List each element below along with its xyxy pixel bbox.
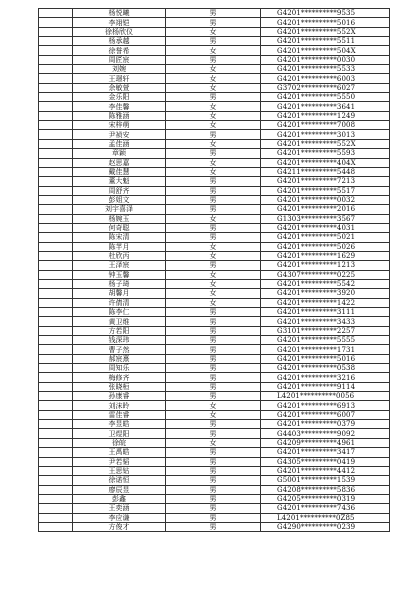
blank-cell xyxy=(39,158,73,167)
name-cell: 戴佳慧 xyxy=(73,167,166,176)
name-cell: 李昱皓 xyxy=(73,420,166,429)
name-cell: 张晓桓 xyxy=(73,382,166,391)
id-number-cell: G4201**********4031 xyxy=(261,223,390,232)
id-number-cell: G4201**********5550 xyxy=(261,93,390,102)
id-number-cell: G4305**********0419 xyxy=(261,457,390,466)
table-row xyxy=(39,382,390,391)
gender-cell: 男 xyxy=(166,18,261,27)
gender-cell: 女 xyxy=(166,65,261,74)
gender-cell: 女 xyxy=(166,242,261,251)
id-number-cell: G4201**********5026 xyxy=(261,242,390,251)
gender-cell: 男 xyxy=(166,457,261,466)
name-cell: 王璟轩 xyxy=(73,74,166,83)
gender-cell: 男 xyxy=(166,522,261,531)
blank-cell xyxy=(39,195,73,204)
gender-cell: 女 xyxy=(166,27,261,36)
id-number-cell: G4403**********9092 xyxy=(261,429,390,438)
id-number-cell: G4201**********1213 xyxy=(261,261,390,270)
id-number-cell: G4201**********0032 xyxy=(261,195,390,204)
name-cell: 王奕涵 xyxy=(73,504,166,513)
table-row xyxy=(39,298,390,307)
table-row xyxy=(39,513,390,522)
gender-cell: 男 xyxy=(166,55,261,64)
name-cell: 黄卫维 xyxy=(73,317,166,326)
name-cell: 卫煜阳 xyxy=(73,429,166,438)
blank-cell xyxy=(39,392,73,401)
id-number-cell: G4201**********3111 xyxy=(261,308,390,317)
gender-cell: 男 xyxy=(166,420,261,429)
name-cell: 郝宸熹 xyxy=(73,354,166,363)
table-row xyxy=(39,223,390,232)
name-cell: 杨承越 xyxy=(73,37,166,46)
id-number-cell: G4201**********0379 xyxy=(261,420,390,429)
blank-cell xyxy=(39,102,73,111)
id-number-cell: L4201**********0056 xyxy=(261,392,390,401)
table-row xyxy=(39,420,390,429)
table-row xyxy=(39,392,390,401)
gender-cell: 男 xyxy=(166,485,261,494)
table-row xyxy=(39,102,390,111)
name-cell: 雷佳睿 xyxy=(73,410,166,419)
name-cell: 杨子琦 xyxy=(73,279,166,288)
name-cell: 孟佳涵 xyxy=(73,139,166,148)
blank-cell xyxy=(39,401,73,410)
id-number-cell: G4201**********7436 xyxy=(261,504,390,513)
id-number-cell: G4201**********1249 xyxy=(261,111,390,120)
blank-cell xyxy=(39,27,73,36)
id-number-cell: L4201**********0Z85 xyxy=(261,513,390,522)
name-cell: 方俊才 xyxy=(73,522,166,531)
name-cell: 金乐阳 xyxy=(73,93,166,102)
id-number-cell: G5001**********1539 xyxy=(261,476,390,485)
id-number-cell: G4290**********0239 xyxy=(261,522,390,531)
id-number-cell: G4201**********3920 xyxy=(261,289,390,298)
blank-cell xyxy=(39,223,73,232)
name-cell: 许倩清 xyxy=(73,298,166,307)
id-number-cell: G4201**********0538 xyxy=(261,364,390,373)
blank-cell xyxy=(39,177,73,186)
blank-cell xyxy=(39,308,73,317)
table-row xyxy=(39,326,390,335)
blank-cell xyxy=(39,513,73,522)
gender-cell: 男 xyxy=(166,233,261,242)
name-cell: 徐杨欣仪 xyxy=(73,27,166,36)
blank-cell xyxy=(39,326,73,335)
name-cell: 刘沫昤 xyxy=(73,401,166,410)
table-row xyxy=(39,448,390,457)
blank-cell xyxy=(39,18,73,27)
id-number-cell: G4201**********3013 xyxy=(261,130,390,139)
blank-cell xyxy=(39,466,73,475)
blank-cell xyxy=(39,65,73,74)
id-number-cell: G4201**********5517 xyxy=(261,186,390,195)
blank-cell xyxy=(39,37,73,46)
id-number-cell: G4201**********7008 xyxy=(261,121,390,130)
id-number-cell: G4201**********5555 xyxy=(261,336,390,345)
table-row xyxy=(39,27,390,36)
gender-cell: 女 xyxy=(166,102,261,111)
name-cell: 周匠宸 xyxy=(73,55,166,64)
table-row xyxy=(39,233,390,242)
table-row xyxy=(39,336,390,345)
name-cell: 曹子然 xyxy=(73,345,166,354)
name-cell: 陈宋清 xyxy=(73,233,166,242)
name-cell: 徐诺恒 xyxy=(73,476,166,485)
blank-cell xyxy=(39,261,73,270)
blank-cell xyxy=(39,457,73,466)
id-number-cell: G4201**********9535 xyxy=(261,9,390,18)
gender-cell: 男 xyxy=(166,93,261,102)
table-row xyxy=(39,167,390,176)
table-row xyxy=(39,214,390,223)
name-cell: 余敏萱 xyxy=(73,83,166,92)
gender-cell: 男 xyxy=(166,186,261,195)
table-row xyxy=(39,83,390,92)
table-row xyxy=(39,37,390,46)
blank-cell xyxy=(39,242,73,251)
table-row xyxy=(39,139,390,148)
gender-cell: 男 xyxy=(166,308,261,317)
blank-cell xyxy=(39,279,73,288)
table-row xyxy=(39,130,390,139)
gender-cell: 男 xyxy=(166,130,261,139)
table-row xyxy=(39,429,390,438)
table-row xyxy=(39,476,390,485)
gender-cell: 女 xyxy=(166,139,261,148)
name-cell: 钱深玮 xyxy=(73,336,166,345)
table-row xyxy=(39,55,390,64)
id-number-cell: G4201**********504X xyxy=(261,46,390,55)
table-row xyxy=(39,149,390,158)
table-row xyxy=(39,410,390,419)
name-cell: 王泽宸 xyxy=(73,261,166,270)
table-row xyxy=(39,494,390,503)
name-cell: 李佳馨 xyxy=(73,102,166,111)
id-number-cell: G4201**********3216 xyxy=(261,373,390,382)
gender-cell: 男 xyxy=(166,354,261,363)
name-cell: 陈芊月 xyxy=(73,242,166,251)
gender-cell: 女 xyxy=(166,121,261,130)
gender-cell: 女 xyxy=(166,270,261,279)
table-row xyxy=(39,317,390,326)
blank-cell xyxy=(39,373,73,382)
table-row xyxy=(39,93,390,102)
blank-cell xyxy=(39,233,73,242)
id-number-cell: G4208**********5836 xyxy=(261,485,390,494)
gender-cell: 女 xyxy=(166,74,261,83)
gender-cell: 男 xyxy=(166,195,261,204)
id-number-cell: G4201**********4412 xyxy=(261,466,390,475)
gender-cell: 男 xyxy=(166,177,261,186)
gender-cell: 女 xyxy=(166,214,261,223)
id-number-cell: G4201**********7213 xyxy=(261,177,390,186)
table-row xyxy=(39,121,390,130)
blank-cell xyxy=(39,438,73,447)
blank-cell xyxy=(39,354,73,363)
blank-cell xyxy=(39,289,73,298)
gender-cell: 男 xyxy=(166,261,261,270)
gender-cell: 男 xyxy=(166,504,261,513)
name-cell: 杨悦曦 xyxy=(73,9,166,18)
id-number-cell: G4201**********552X xyxy=(261,139,390,148)
gender-cell: 女 xyxy=(166,289,261,298)
id-number-cell: G4201**********5511 xyxy=(261,37,390,46)
gender-cell: 女 xyxy=(166,438,261,447)
gender-cell: 男 xyxy=(166,317,261,326)
name-cell: 李应谦 xyxy=(73,513,166,522)
gender-cell: 女 xyxy=(166,111,261,120)
name-cell: 方若阳 xyxy=(73,326,166,335)
id-number-cell: G4201**********5021 xyxy=(261,233,390,242)
blank-cell xyxy=(39,9,73,18)
name-cell: 徐皖 xyxy=(73,438,166,447)
id-number-cell: G4201**********5533 xyxy=(261,65,390,74)
blank-cell xyxy=(39,429,73,438)
name-cell: 赵思嘉 xyxy=(73,158,166,167)
name-cell: 彭鑫 xyxy=(73,494,166,503)
table-row xyxy=(39,251,390,260)
blank-cell xyxy=(39,167,73,176)
gender-cell: 男 xyxy=(166,513,261,522)
id-number-cell: G4205**********0319 xyxy=(261,494,390,503)
table-row xyxy=(39,205,390,214)
table-row xyxy=(39,18,390,27)
blank-cell xyxy=(39,46,73,55)
gender-cell: 男 xyxy=(166,494,261,503)
gender-cell: 男 xyxy=(166,345,261,354)
roster-body xyxy=(39,9,390,532)
name-cell: 钟玉馨 xyxy=(73,270,166,279)
gender-cell: 女 xyxy=(166,46,261,55)
blank-cell xyxy=(39,364,73,373)
table-row xyxy=(39,504,390,513)
table-row xyxy=(39,46,390,55)
table-row xyxy=(39,186,390,195)
table-row xyxy=(39,401,390,410)
id-number-cell: G1303**********3567 xyxy=(261,214,390,223)
table-row xyxy=(39,485,390,494)
gender-cell: 女 xyxy=(166,401,261,410)
id-number-cell: G4201**********1629 xyxy=(261,251,390,260)
table-row xyxy=(39,466,390,475)
blank-cell xyxy=(39,121,73,130)
name-cell: 章颖 xyxy=(73,149,166,158)
blank-cell xyxy=(39,139,73,148)
gender-cell: 男 xyxy=(166,37,261,46)
gender-cell: 女 xyxy=(166,298,261,307)
gender-cell: 男 xyxy=(166,429,261,438)
gender-cell: 男 xyxy=(166,382,261,391)
table-row xyxy=(39,111,390,120)
gender-cell: 女 xyxy=(166,167,261,176)
name-cell: 董大魁 xyxy=(73,177,166,186)
table-row xyxy=(39,74,390,83)
blank-cell xyxy=(39,55,73,64)
name-cell: 宋梓萌 xyxy=(73,121,166,130)
gender-cell: 男 xyxy=(166,9,261,18)
name-cell: 徐誉希 xyxy=(73,46,166,55)
blank-cell xyxy=(39,420,73,429)
table-row xyxy=(39,177,390,186)
name-cell: 何奇聪 xyxy=(73,223,166,232)
table-row xyxy=(39,354,390,363)
gender-cell: 男 xyxy=(166,364,261,373)
id-number-cell: G4201**********2016 xyxy=(261,205,390,214)
gender-cell: 男 xyxy=(166,149,261,158)
id-number-cell: G3702**********6027 xyxy=(261,83,390,92)
gender-cell: 男 xyxy=(166,448,261,457)
table-row xyxy=(39,65,390,74)
table-row xyxy=(39,9,390,18)
table-row xyxy=(39,289,390,298)
name-cell: 陈李仁 xyxy=(73,308,166,317)
blank-cell xyxy=(39,382,73,391)
name-cell: 周知乐 xyxy=(73,364,166,373)
id-number-cell: G4201**********0030 xyxy=(261,55,390,64)
name-cell: 胡馨月 xyxy=(73,289,166,298)
gender-cell: 女 xyxy=(166,83,261,92)
id-number-cell: G4201**********3433 xyxy=(261,317,390,326)
name-cell: 孙康睿 xyxy=(73,392,166,401)
id-number-cell: G4211**********5448 xyxy=(261,167,390,176)
blank-cell xyxy=(39,270,73,279)
name-cell: 杜欣丙 xyxy=(73,251,166,260)
gender-cell: 男 xyxy=(166,326,261,335)
gender-cell: 男 xyxy=(166,466,261,475)
id-number-cell: G4201**********6007 xyxy=(261,410,390,419)
name-cell: 王思钻 xyxy=(73,466,166,475)
table-row xyxy=(39,261,390,270)
id-number-cell: G4201**********3417 xyxy=(261,448,390,457)
id-number-cell: G4201**********1731 xyxy=(261,345,390,354)
name-cell: 陈雅涵 xyxy=(73,111,166,120)
name-cell: 王禹皓 xyxy=(73,448,166,457)
id-number-cell: G4201**********6003 xyxy=(261,74,390,83)
name-cell: 梅修齐 xyxy=(73,373,166,382)
table-row xyxy=(39,438,390,447)
blank-cell xyxy=(39,522,73,531)
gender-cell: 女 xyxy=(166,158,261,167)
blank-cell xyxy=(39,317,73,326)
blank-cell xyxy=(39,205,73,214)
blank-cell xyxy=(39,251,73,260)
name-cell: 杨婉玉 xyxy=(73,214,166,223)
blank-cell xyxy=(39,336,73,345)
id-number-cell: G4209**********4961 xyxy=(261,438,390,447)
table-row xyxy=(39,457,390,466)
table-row xyxy=(39,270,390,279)
blank-cell xyxy=(39,149,73,158)
blank-cell xyxy=(39,214,73,223)
blank-cell xyxy=(39,345,73,354)
gender-cell: 男 xyxy=(166,392,261,401)
table-row xyxy=(39,345,390,354)
id-number-cell: G4201**********5593 xyxy=(261,149,390,158)
name-cell: 周舒齐 xyxy=(73,186,166,195)
blank-cell xyxy=(39,186,73,195)
blank-cell xyxy=(39,485,73,494)
gender-cell: 女 xyxy=(166,410,261,419)
blank-cell xyxy=(39,130,73,139)
blank-cell xyxy=(39,448,73,457)
table-row xyxy=(39,308,390,317)
blank-cell xyxy=(39,504,73,513)
table-row xyxy=(39,195,390,204)
gender-cell: 男 xyxy=(166,476,261,485)
id-number-cell: G4201**********1422 xyxy=(261,298,390,307)
table-row xyxy=(39,279,390,288)
name-cell: 廖辰昱 xyxy=(73,485,166,494)
name-cell: 尹祯安 xyxy=(73,130,166,139)
blank-cell xyxy=(39,74,73,83)
id-number-cell: G4201**********404X xyxy=(261,158,390,167)
blank-cell xyxy=(39,93,73,102)
blank-cell xyxy=(39,476,73,485)
name-cell: 刘婉 xyxy=(73,65,166,74)
gender-cell: 男 xyxy=(166,223,261,232)
table-row xyxy=(39,373,390,382)
id-number-cell: G4201**********5016 xyxy=(261,354,390,363)
id-number-cell: G4201**********5016 xyxy=(261,18,390,27)
table-row xyxy=(39,522,390,531)
gender-cell: 男 xyxy=(166,205,261,214)
blank-cell xyxy=(39,298,73,307)
table-row xyxy=(39,242,390,251)
name-cell: 李翊铠 xyxy=(73,18,166,27)
gender-cell: 女 xyxy=(166,251,261,260)
name-cell: 刘宇喜泽 xyxy=(73,205,166,214)
id-number-cell: G4201**********5542 xyxy=(261,279,390,288)
id-number-cell: G4201**********6913 xyxy=(261,401,390,410)
table-row xyxy=(39,364,390,373)
student-roster-table xyxy=(38,8,390,532)
blank-cell xyxy=(39,494,73,503)
gender-cell: 男 xyxy=(166,373,261,382)
gender-cell: 男 xyxy=(166,336,261,345)
gender-cell: 女 xyxy=(166,279,261,288)
blank-cell xyxy=(39,83,73,92)
id-number-cell: G4201**********552X xyxy=(261,27,390,36)
id-number-cell: G3101**********2257 xyxy=(261,326,390,335)
blank-cell xyxy=(39,111,73,120)
name-cell: 尹若韬 xyxy=(73,457,166,466)
id-number-cell: G4307**********0225 xyxy=(261,270,390,279)
name-cell: 彭姐文 xyxy=(73,195,166,204)
id-number-cell: G4201**********3641 xyxy=(261,102,390,111)
id-number-cell: G4201**********9114 xyxy=(261,382,390,391)
table-row xyxy=(39,158,390,167)
blank-cell xyxy=(39,410,73,419)
